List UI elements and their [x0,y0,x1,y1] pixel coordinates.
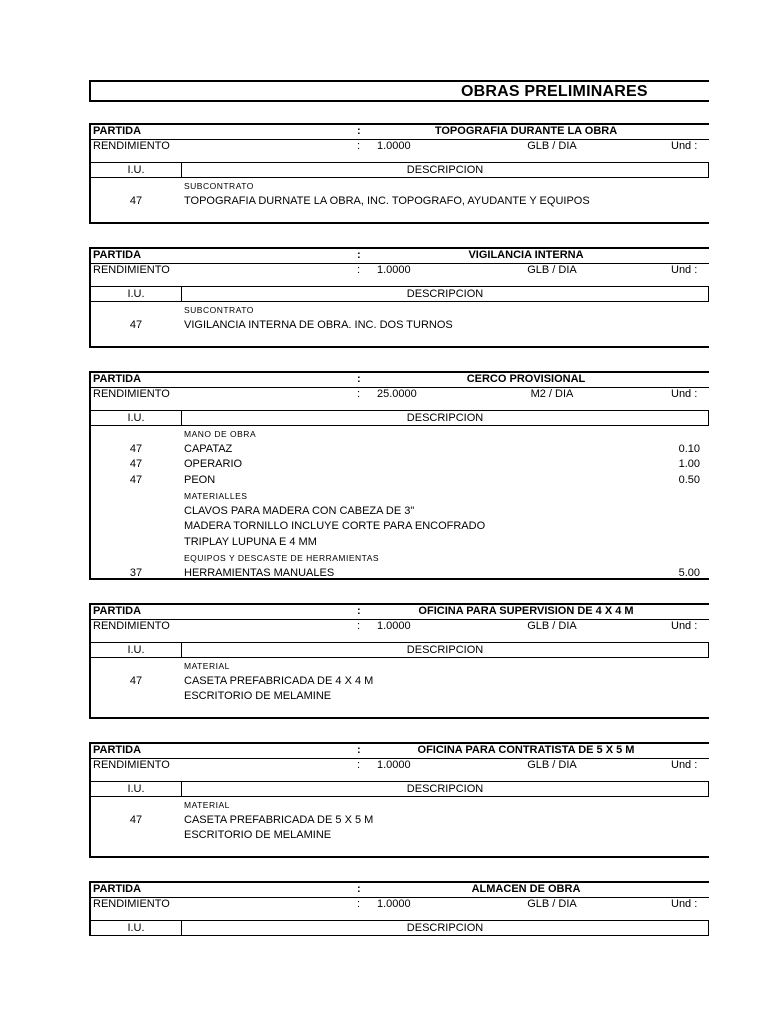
insumo-description: OPERARIO [184,458,243,470]
insumo-row [91,473,709,489]
und-label: Und : [671,264,698,276]
insumo-row [91,194,709,210]
rendimiento-value: 1.0000 [377,898,411,910]
rendimiento-unit: GLB / DIA [527,620,577,632]
insumo-description: TOPOGRAFIA DURNATE LA OBRA, INC. TOPOGRAFO, AYUDANTE Y EQUIPOS [184,194,590,207]
partida-header [89,123,709,162]
category-row [91,302,709,318]
partida-name: OFICINA PARA SUPERVISION DE 4 X 4 M [418,605,634,617]
iu-code: 47 [129,674,143,687]
insumo-description: HERRAMIENTAS MANUALES [184,566,335,579]
und-label: Und : [671,620,698,632]
page-title: OBRAS PRELIMINARES [461,83,648,100]
rendimiento-value: 25.0000 [377,388,417,400]
partida-colon: : [357,373,361,385]
partida-label: PARTIDA [93,125,142,137]
rendimiento-unit: GLB / DIA [527,759,577,771]
partida-label: PARTIDA [93,373,142,385]
rendimiento-label: RENDIMIENTO [93,388,170,400]
descripcion-header: DESCRIPCION [406,783,484,795]
iu-code: 37 [129,566,143,579]
und-label: Und : [671,140,698,152]
insumo-description: PEON [184,473,216,486]
partida-header [89,371,709,410]
partida-header [89,247,709,286]
rendimiento-unit: GLB / DIA [527,264,577,276]
insumo-row [91,504,709,520]
category-row [91,178,709,194]
partida-name: ALMACEN DE OBRA [471,883,581,895]
insumo-quantity: 1.00 [678,458,700,470]
category-label: SUBCONTRATO [184,305,254,315]
partida-name: VIGILANCIA INTERNA [468,249,584,261]
iu-header: I.U. [127,922,145,934]
partida-name: TOPOGRAFIA DURANTE LA OBRA [434,125,618,137]
partida-block [89,123,709,224]
insumo-list [89,658,709,719]
insumo-description: CLAVOS PARA MADERA CON CABEZA DE 3" [184,504,415,517]
insumo-row [91,519,709,535]
partida-colon: : [357,605,361,617]
iu-code: 47 [129,473,143,486]
category-label: MATERIALLES [184,491,248,501]
iu-code: 47 [129,318,143,331]
insumo-list [89,178,709,224]
descripcion-header: DESCRIPCION [406,922,484,934]
category-row [91,658,709,674]
insumo-list [89,797,709,858]
partida-label: PARTIDA [93,744,142,756]
insumo-list [89,302,709,348]
category-label: EQUIPOS Y DESCASTE DE HERRAMIENTAS [184,553,380,563]
und-label: Und : [671,388,698,400]
partida-header [89,603,709,642]
insumo-description: TRIPLAY LUPUNA E 4 MM [184,535,317,548]
rendimiento-colon: : [357,620,361,632]
insumo-row [91,674,709,690]
iu-header: I.U. [127,288,145,300]
partida-block [89,742,709,858]
rendimiento-colon: : [357,898,361,910]
und-label: Und : [671,759,698,771]
rendimiento-value: 1.0000 [377,264,411,276]
column-header [89,286,709,302]
insumo-row [91,457,709,473]
insumo-description: ESCRITORIO DE MELAMINE [184,690,332,702]
partida-label: PARTIDA [93,249,142,261]
insumo-description: CASETA PREFABRICADA DE 5 X 5 M [184,813,374,826]
rendimiento-unit: M2 / DIA [530,388,574,400]
partida-block [89,247,709,348]
partida-label: PARTIDA [93,883,142,895]
partida-block [89,881,709,936]
partida-colon: : [357,883,361,895]
category-row [91,550,709,566]
insumo-quantity: 5.00 [678,566,700,579]
insumo-description: CAPATAZ [184,442,233,455]
column-header [89,410,709,426]
partida-colon: : [357,249,361,261]
partida-header [89,881,709,920]
descripcion-header: DESCRIPCION [406,164,484,176]
iu-header: I.U. [127,412,145,424]
insumo-row [91,442,709,458]
column-header [89,162,709,178]
insumo-quantity: 0.50 [678,473,700,486]
column-header [89,781,709,797]
insumo-row [91,535,709,551]
insumo-row [91,689,709,705]
rendimiento-label: RENDIMIENTO [93,759,170,771]
rendimiento-label: RENDIMIENTO [93,140,170,152]
rendimiento-colon: : [357,759,361,771]
rendimiento-label: RENDIMIENTO [93,620,170,632]
partida-colon: : [357,125,361,137]
insumo-row [91,566,709,582]
category-row [91,488,709,504]
partida-name: CERCO PROVISIONAL [466,373,586,385]
insumo-description: VIGILANCIA INTERNA DE OBRA. INC. DOS TURNOS [184,318,453,331]
category-label: MATERIAL [184,800,230,810]
category-label: SUBCONTRATO [184,181,254,191]
rendimiento-label: RENDIMIENTO [93,898,170,910]
iu-header: I.U. [127,783,145,795]
insumo-quantity: 0.10 [678,442,700,455]
insumo-row [91,828,709,844]
category-row [91,797,709,813]
insumo-list [89,426,709,580]
insumo-row [91,813,709,829]
partida-name: OFICINA PARA CONTRATISTA DE 5 X 5 M [417,744,635,756]
und-label: Und : [671,898,698,910]
insumo-row [91,318,709,334]
rendimiento-colon: : [357,140,361,152]
rendimiento-unit: GLB / DIA [527,898,577,910]
iu-code: 47 [129,442,143,455]
descripcion-header: DESCRIPCION [406,288,484,300]
rendimiento-label: RENDIMIENTO [93,264,170,276]
rendimiento-colon: : [357,264,361,276]
partida-block [89,371,709,580]
descripcion-header: DESCRIPCION [406,644,484,656]
iu-code: 47 [129,458,143,470]
insumo-description: ESCRITORIO DE MELAMINE [184,829,332,841]
rendimiento-value: 1.0000 [377,140,411,152]
page-title-box [89,80,709,102]
category-label: MANO DE OBRA [184,429,257,439]
partida-block [89,603,709,719]
category-row [91,426,709,442]
iu-code: 47 [129,194,143,207]
iu-header: I.U. [127,164,145,176]
iu-header: I.U. [127,644,145,656]
partida-header [89,742,709,781]
rendimiento-unit: GLB / DIA [527,140,577,152]
column-header [89,642,709,658]
rendimiento-colon: : [357,388,361,400]
iu-code: 47 [129,813,143,826]
partida-label: PARTIDA [93,605,142,617]
column-header [89,920,709,936]
insumo-description: MADERA TORNILLO INCLUYE CORTE PARA ENCOFRADO [184,520,486,532]
partida-colon: : [357,744,361,756]
category-label: MATERIAL [184,661,230,671]
rendimiento-value: 1.0000 [377,620,411,632]
insumo-description: CASETA PREFABRICADA DE 4 X 4 M [184,674,374,687]
rendimiento-value: 1.0000 [377,759,411,771]
descripcion-header: DESCRIPCION [406,412,484,424]
